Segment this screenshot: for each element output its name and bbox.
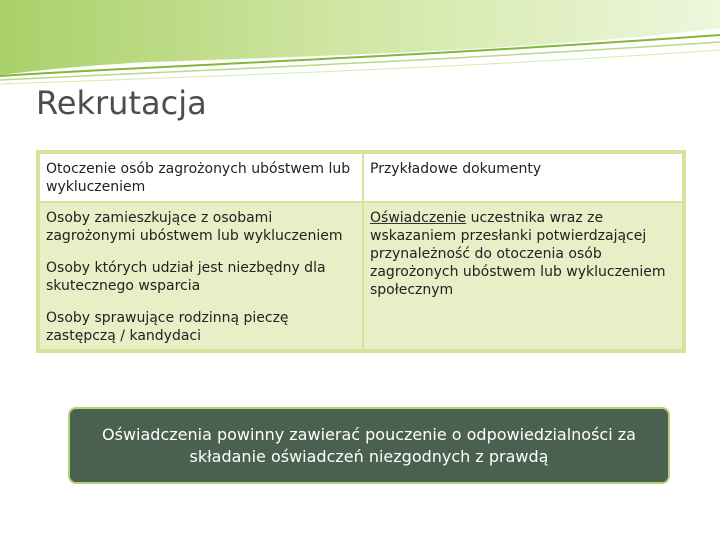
table-header-right — [362, 152, 684, 203]
table-header-left — [38, 152, 364, 203]
documents-rest-text: uczestnika wraz ze wskazaniem przesłanki potwierdzającej przynależność do otoczenia osób zagrożonych ubóstwem lub wykluczeniem społecznym — [370, 210, 666, 298]
documents-lead-word: Oświadczenie — [370, 210, 467, 226]
slide-title: Rekrutacja — [36, 84, 207, 122]
note-box — [68, 407, 670, 484]
header-right-text: Przykładowe dokumenty — [370, 161, 542, 177]
note-text: Oświadczenia powinny zawierać pouczenie o odpowiedzialności za składanie oświadczeń niezgodnych z prawdą — [102, 424, 636, 466]
table-cell-left — [38, 201, 364, 351]
list-item: Osoby których udział jest niezbędny dla skutecznego wsparcia — [46, 260, 326, 294]
table-cell-right — [362, 201, 684, 351]
list-item: Osoby zamieszkujące z osobami zagrożonymi ubóstwem lub wykluczeniem — [46, 210, 343, 244]
documents-description — [364, 203, 682, 305]
decorative-header-band — [0, 0, 720, 90]
info-table — [36, 150, 686, 353]
header-left-text: Otoczenie osób zagrożonych ubóstwem lub wykluczeniem — [46, 161, 351, 195]
list-item: Osoby sprawujące rodzinną pieczę zastępczą / kandydaci — [46, 310, 289, 344]
